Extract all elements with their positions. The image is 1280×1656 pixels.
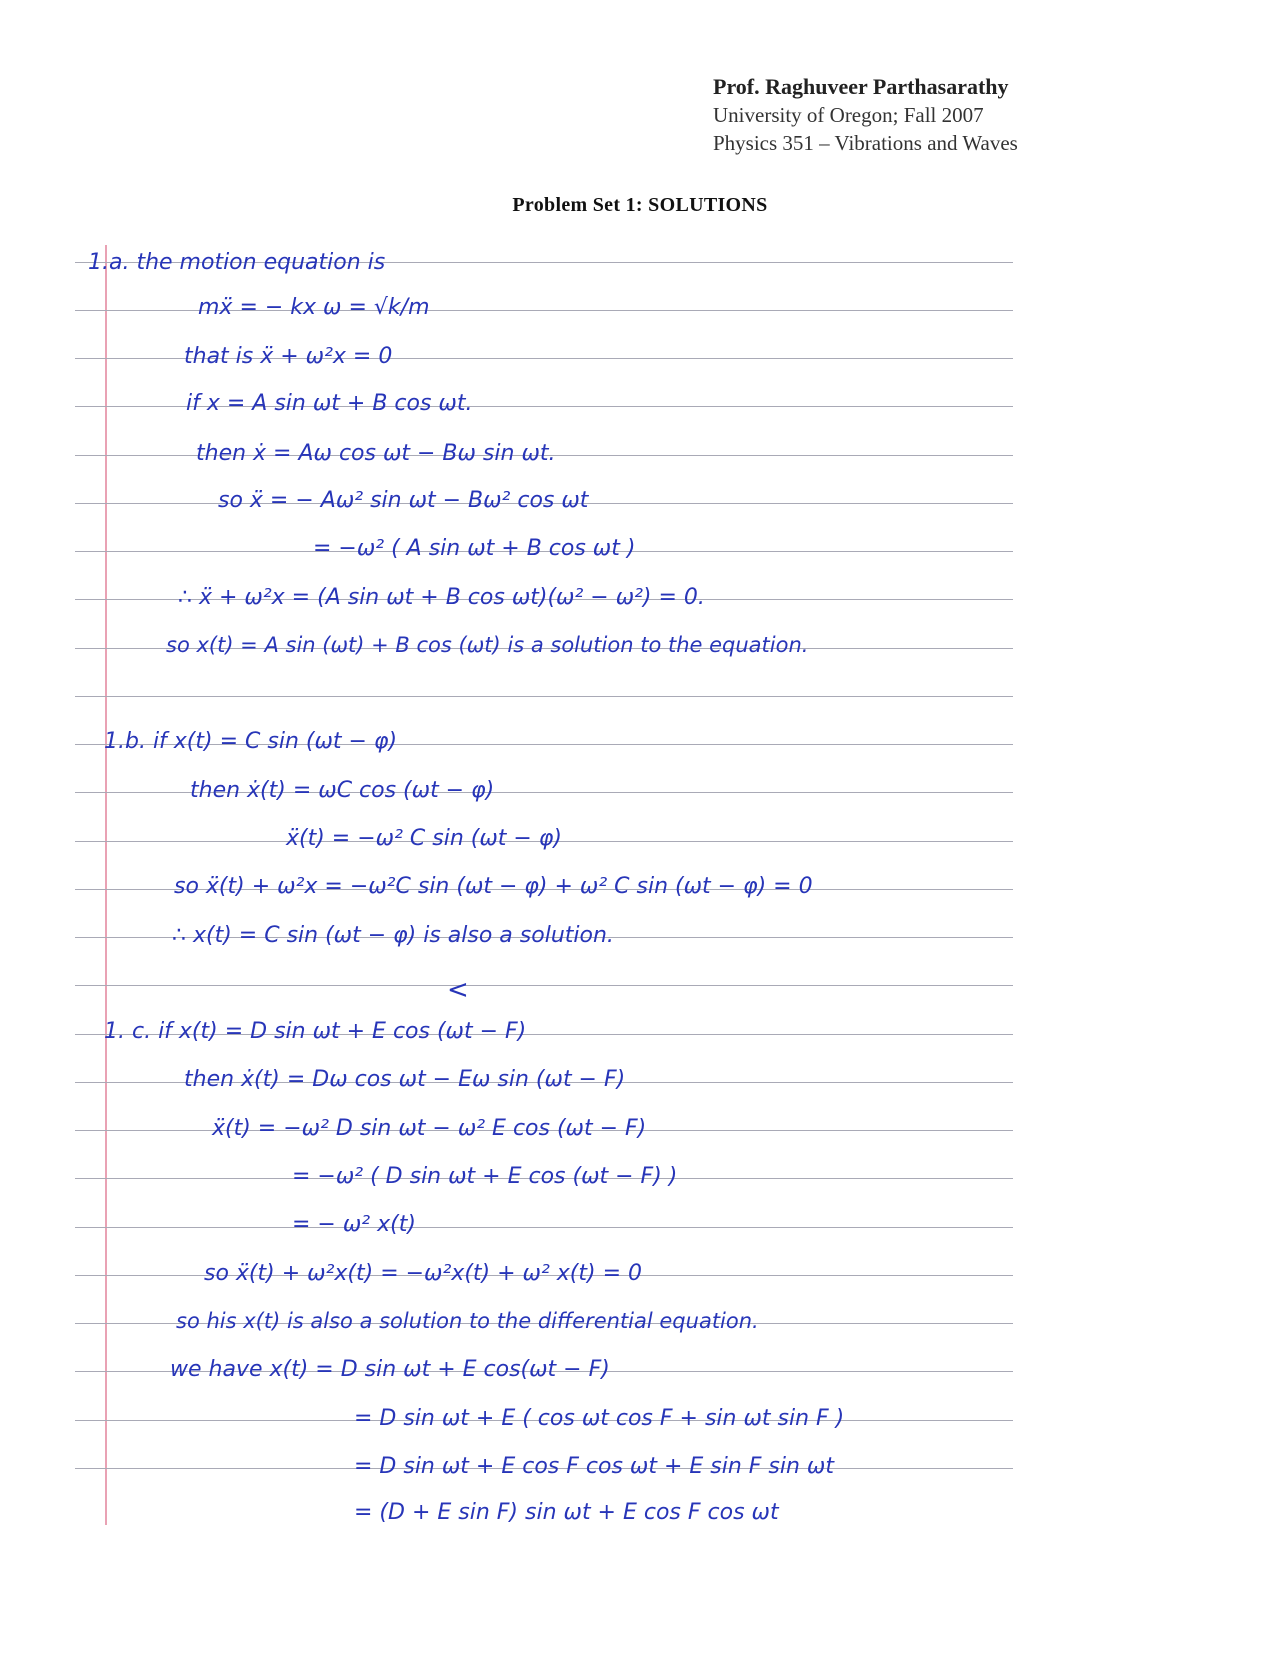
handwritten-line: so x(t) = A sin (ωt) + B cos (ωt) is a solution to the equation. (166, 633, 809, 657)
handwritten-line: then ẋ(t) = ωC cos (ωt − φ) (190, 778, 495, 803)
handwritten-line: so ẍ(t) + ω²x(t) = −ω²x(t) + ω² x(t) = 0 (204, 1261, 642, 1286)
caret-mark: < (447, 975, 469, 1005)
handwritten-line: ẍ(t) = −ω² C sin (ωt − φ) (286, 826, 562, 851)
handwritten-line: ẍ(t) = −ω² D sin ωt − ω² E cos (ωt − F) (212, 1116, 647, 1141)
handwritten-line: = D sin ωt + E ( cos ωt cos F + sin ωt sin F ) (354, 1406, 845, 1431)
handwritten-line: = −ω² ( D sin ωt + E cos (ωt − F) ) (292, 1164, 678, 1189)
handwritten-line: 1.b. if x(t) = C sin (ωt − φ) (104, 729, 398, 754)
handwritten-line: then ẋ(t) = Dω cos ωt − Eω sin (ωt − F) (184, 1067, 626, 1092)
ruled-line (75, 1227, 1013, 1228)
handwritten-line: then ẋ = Aω cos ωt − Bω sin ωt. (196, 441, 556, 466)
handwritten-line: if x = A sin ωt + B cos ωt. (186, 391, 473, 416)
handwritten-line: ∴ x(t) = C sin (ωt − φ) is also a solution. (172, 923, 614, 948)
handwritten-line: 1.a. the motion equation is (88, 250, 386, 275)
handwritten-line: = − ω² x(t) (292, 1212, 416, 1237)
ruled-line (75, 696, 1013, 697)
handwritten-line: = −ω² ( A sin ωt + B cos ωt ) (313, 536, 636, 561)
ruled-line (75, 985, 1013, 986)
handwritten-line: we have x(t) = D sin ωt + E cos(ωt − F) (170, 1357, 610, 1382)
handwritten-line: that is ẍ + ω²x = 0 (184, 344, 393, 369)
handwritten-line: mẍ = − kx ω = √k/m (198, 295, 430, 320)
handwritten-line: = (D + E sin F) sin ωt + E cos F cos ωt (354, 1500, 779, 1525)
handwritten-line: so his x(t) is also a solution to the differential equation. (176, 1309, 759, 1333)
handwritten-line: 1. c. if x(t) = D sin ωt + E cos (ωt − F) (104, 1019, 527, 1044)
university-line: University of Oregon; Fall 2007 (713, 103, 984, 127)
handwritten-line: so ẍ(t) + ω²x = −ω²C sin (ωt − φ) + ω² C sin (ωt − φ) = 0 (174, 874, 813, 899)
margin-line (105, 245, 107, 1525)
handwritten-line: = D sin ωt + E cos F cos ωt + E sin F sin ωt (354, 1454, 834, 1479)
handwritten-line: so ẍ = − Aω² sin ωt − Bω² cos ωt (218, 488, 589, 513)
author-name: Prof. Raghuveer Parthasarathy (713, 74, 1009, 99)
page-title: Problem Set 1: SOLUTIONS (512, 194, 768, 216)
handwritten-line: ∴ ẍ + ω²x = (A sin ωt + B cos ωt)(ω² − ω²) = 0. (178, 585, 705, 610)
course-line: Physics 351 – Vibrations and Waves (713, 131, 1018, 155)
